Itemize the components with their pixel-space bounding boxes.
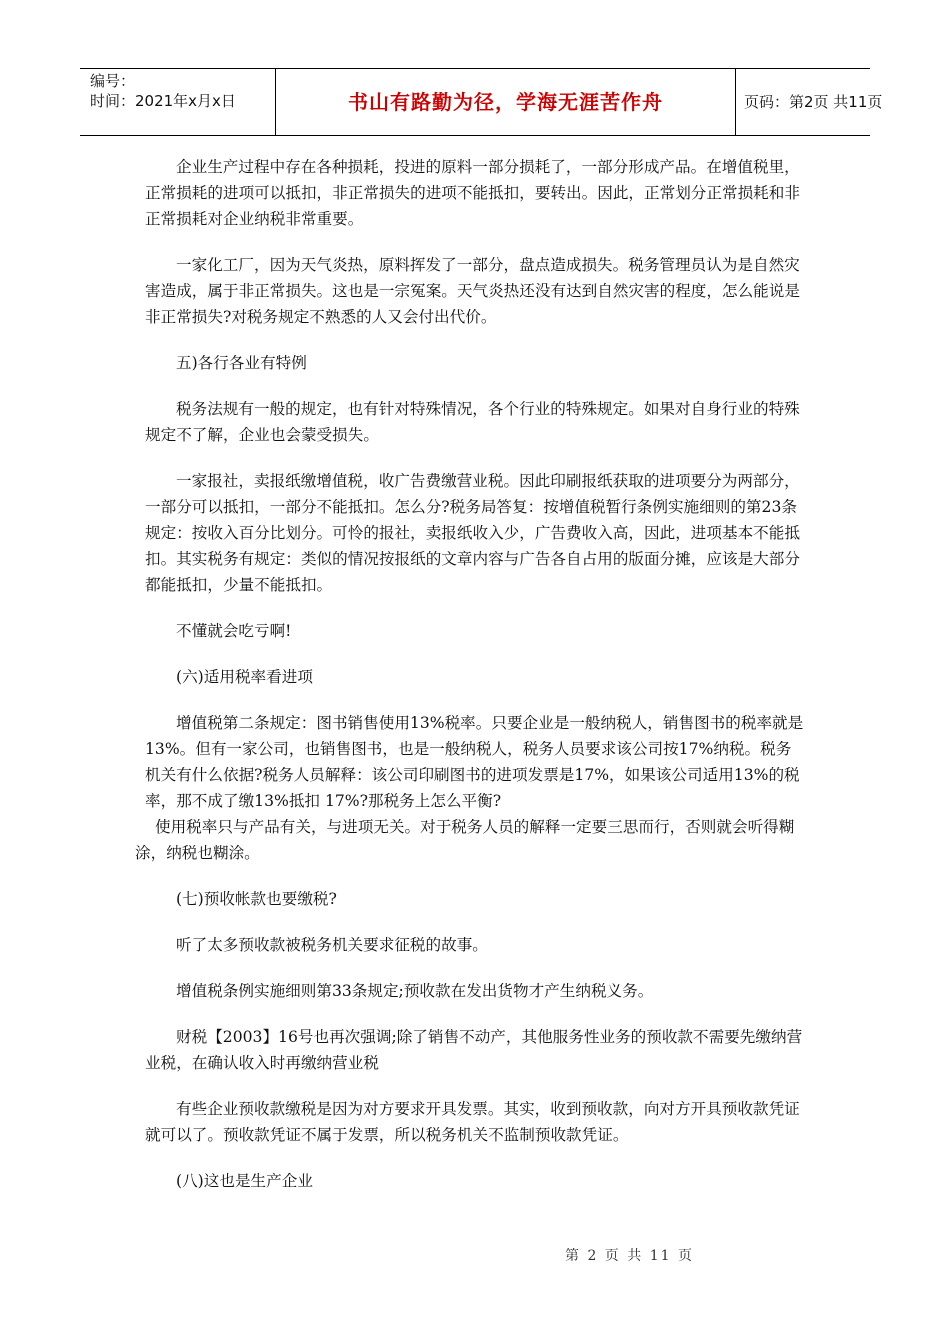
document-body (135, 154, 805, 1214)
page-footer: 第 2 页 共 11 页 (565, 1248, 694, 1264)
paragraph: 税务法规有一般的规定，也有针对特殊情况，各个行业的特殊规定。如果对自身行业的特殊规定不了解，企业也会蒙受损失。 (145, 400, 800, 444)
header-page-info: 页码：第2页 共11页 (744, 93, 883, 111)
header-motto: 书山有路勤为径，学海无涯苦作舟 (276, 69, 736, 135)
paragraph: 一家报社，卖报纸缴增值税，收广告费缴营业税。因此印刷报纸获取的进项要分为两部分，一部分可以抵扣，一部分不能抵扣。怎么分?税务局答复：按增值税暂行条例实施细则的第23条规定：按收入百分比划分。可怜的报社，卖报纸收入少，广告费收入高，因此，进项基本不能抵扣。其实税务有规定：类似的情况按报纸的文章内容与广告各自占用的版面分摊，应该是大部分都能抵扣，少量不能抵扣。 (145, 472, 800, 594)
section-heading: (七)预收帐款也要缴税? (176, 890, 337, 908)
paragraph: 增值税第二条规定：图书销售使用13%税率。只要企业是一般纳税人，销售图书的税率就是13%。但有一家公司，也销售图书，也是一般纳税人，税务人员要求该公司按17%纳税。税务机关有什么依据?税务人员解释：该公司印刷图书的进项发票是17%，如果该公司适用13%的税率，那不成了缴13%抵扣 17%?那税务上怎么平衡? (145, 714, 804, 810)
section-heading: (六)适用税率看进项 (176, 668, 313, 686)
document-time-label: 时间：2021年x月x日 (90, 92, 236, 110)
paragraph: 使用税率只与产品有关，与进项无关。对于税务人员的解释一定要三思而行，否则就会听得糊涂，纳税也糊涂。 (135, 818, 795, 862)
document-number-label: 编号： (90, 72, 136, 90)
header-meta (80, 69, 276, 135)
paragraph: 一家化工厂，因为天气炎热，原料挥发了一部分，盘点造成损失。税务管理员认为是自然灾害造成，属于非正常损失。这也是一宗冤案。天气炎热还没有达到自然灾害的程度，怎么能说是非正常损失?对税务规定不熟悉的人又会付出代价。 (145, 256, 800, 326)
paragraph: 不懂就会吃亏啊! (176, 622, 292, 640)
section-heading: (八)这也是生产企业 (176, 1172, 313, 1190)
paragraph: 听了太多预收款被税务机关要求征税的故事。 (176, 936, 488, 954)
paragraph: 企业生产过程中存在各种损耗，投进的原料一部分损耗了，一部分形成产品。在增值税里，正常损耗的进项可以抵扣，非正常损失的进项不能抵扣，要转出。因此，正常划分正常损耗和非正常损耗对企业纳税非常重要。 (145, 158, 800, 228)
paragraph: 增值税条例实施细则第33条规定;预收款在发出货物才产生纳税义务。 (176, 982, 654, 1000)
paragraph: 有些企业预收款缴税是因为对方要求开具发票。其实，收到预收款，向对方开具预收款凭证就可以了。预收款凭证不属于发票，所以税务机关不监制预收款凭证。 (145, 1100, 800, 1144)
section-heading: 五)各行各业有特例 (176, 354, 307, 372)
paragraph: 财税【2003】16号也再次强调;除了销售不动产，其他服务性业务的预收款不需要先缴纳营业税，在确认收入时再缴纳营业税 (145, 1028, 803, 1072)
page-header (80, 68, 883, 136)
